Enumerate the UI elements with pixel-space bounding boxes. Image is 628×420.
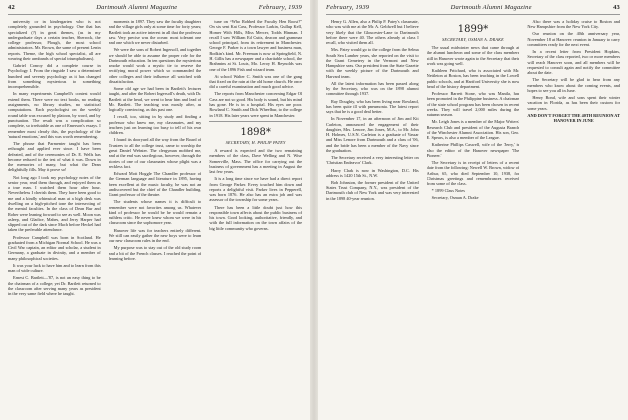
right-page (318, 0, 628, 420)
issue-date: February, 1939 (326, 4, 370, 11)
paragraph: moments in 1897. They saw the faculty daughters and the village girls only at some time for forty years; Bartlett took an active interest in all that the professor saw. Very precise was the ocean: most tolerant one and one which we never disturbed. (108, 19, 202, 46)
reunion-notice: AND DON'T FORGET THE 40TH REUNION AT HANOVER IN JUNE (527, 112, 620, 124)
paragraph: My purpose was to stay out of the old study room and a bit of the French classes. I reached the point of learning before. (108, 245, 202, 261)
paragraph: Professor Campbell was born in Scotland. He graduated from a Michigan Normal School. He was a Civil War captain, an editor and scholar, a student in Germany, a graduate in divinity, and a member of many philosophical societies. (8, 234, 101, 261)
paragraph: A reward is expected and the two remaining members of the class, Dave Welling and N. Wise Somerville, Mass. The office for carrying out the business of government has a meeting in August the last few years. (209, 147, 303, 175)
column-3 (527, 19, 620, 419)
left-page (0, 0, 310, 420)
paragraph: It was your luck to have him and to learn from this man of wide culture. (8, 262, 101, 274)
section-title: 1898* (240, 126, 271, 138)
paragraph: Bob Johnston, the former president of the United States Trust Company, N.Y., was president of the Dartmouth club of New York and was very interested in the 1898 40-year reunion. (326, 179, 419, 201)
paragraph: Henry Bond, wife and sons spent their winter vacation in Florida, as has been their custom for some years. (527, 95, 621, 111)
paragraph: It is a long time since we have had a direct report from George Parker. Every touched him down and reports a delightful visit. Parker lives in Pepperell, was born 1876. He also has an extra job and was assessor of the township for some years. (209, 176, 303, 203)
text-columns (326, 19, 620, 419)
paragraph: The usual midwinter news that came through at the alumni luncheon and some of the class members still in Hanover wrote again to the Secretary that their work was going well. (426, 45, 520, 66)
paragraph: I found its dooryard all the way from the Board of Trustees to all the college trust, came to worship the great Daniel Webster. The clergyman mobbed me, and at the end was sacrilegious, however, through the stories of one of our classmates whose plight was a reckless fact. (108, 137, 202, 169)
magazine-title: Dartmouth Alumni Magazine (450, 4, 532, 11)
paragraph: Ray Doughty, who has been living near Rowland, has been quite ill with pneumonia. The latest report says that he is a good deal better. (326, 98, 419, 115)
paragraph: I recall, too, sitting in by study and finding a professor who knew me, my classmates, and my teachers just on learning too busy to tell of his own children. (108, 114, 202, 136)
paragraph: Henry G. Allen, also a Philip P. Patey's classmate, who was with me at the Mr. A. Geldwell but I believe very likely that the Gloucester-Lane to Dartmouth before there were 40. The others already at class I recall, who visited them all. (326, 19, 419, 46)
page-number: 43 (613, 4, 620, 11)
paragraph: The Secretary will be glad to hear from any members who know about the coming events, and hopes to see you all in June. (527, 77, 621, 93)
page-header (8, 4, 302, 15)
column-2 (427, 19, 520, 419)
section-secretary: SECRETARY, OSMAN A. DRAKE (442, 37, 504, 42)
paragraph: All the latest information has been passed along by the Secretary, who was on the 1898 alumni committee through 1937. (326, 80, 419, 97)
issue-date: February, 1939 (258, 4, 302, 11)
paragraph: At school Walter C. Smith was one of the gang that fixed on the rain at the old home church. He once did a careful examination and much good advice. (209, 73, 303, 90)
page-number: 42 (8, 4, 15, 11)
paragraph: Mr. Leigh Jones is a member of the Major Writers' Research Club and president of the Augusta Branch of the Winchester Alumni Association. His son, Geo. E. Spears, is also a member of the League. (426, 119, 520, 141)
paragraph: Some old age we had been in Bartlett's lectures taught, and after the Robert Ingersoll's death, with Dr. Bartlett at the head, we went to hear him and lead of Mr. Bartlett. The teaching was mostly after, as logically convincing, as this past one. (108, 86, 202, 113)
paragraph: We were the sons of Robert Ingersoll, and together we should be able to assume the proper role for the Dartmouth education. In ten questions the mysterious smoke would work a mystic tie to reserve the rectifying moral power which so commanded the other colleges and their influence all watched with dissatisfaction. (108, 47, 202, 85)
paragraph: Gabriel Conroy did a complete course in Psychology I. From the ringside I saw a determined hundred and seventy psychology as it has changed from something mysterious to something incomprehensible. (8, 63, 101, 90)
section-title: 1899* (457, 24, 489, 35)
paragraph: Edward Mott Hoggle The Chandler professor of the German language and literature in 1895, having been excellent at the music faculty, he was not an undiscovered but the chief of the Chandler building. Grant professor of the theatre. (108, 171, 202, 198)
paragraph: Professor Barrett Stone, who was Manila, has been promoted in the Philippine business. A chairman of the state school program has been chosen in recent weeks. They will travel 2,000 miles during the autumn season. (426, 90, 520, 118)
paragraph: Mrs. Patey would go to the college from the Selma South Sea Lumber years, she reported on the visit to the Grant Cemetery in the Vermont and New Hampshire seas. Our president from the State Gazette with the weekly picture of the Dartmouth and Harvard team. (326, 47, 419, 79)
magazine-title: Dartmouth Alumni Magazine (96, 4, 178, 11)
paragraph: Also there was a holiday cruise to Boston and New Hampshire from the New York City. (527, 19, 621, 30)
paragraph: In a recent letter from President Hopkins, Secretary of the class reported, two or more members will reach Hanover soon, and all members will be requested to consult again and notify the committee about the date. (527, 49, 621, 76)
text-columns (8, 19, 302, 419)
paragraph: In November 17, in an afternoon of Jim and Kit Carleton, announced the engagement of their daughter, Mrs. Lenore, Jim Jones, M.A., to Mr. John H. Holmes, U.S.N. Carleton is a graduate of Vassar and Miss Lenore from Dartmouth and a class of '06, and the bride has been a member of the Navy since the graduation. (326, 116, 419, 154)
paragraph: The students whose names it is difficult to remember were not favorites among us. Whatever kind of professor he would be he would remain a ruthless critic. He never knew whom we were in his classroom since the sophomore year. (108, 199, 202, 226)
paragraph: Harry Clark is now in Washington, D.C. His address is 1420 15th St., N.W. (326, 167, 419, 178)
footnote: * 1899 Class Notes (431, 188, 465, 194)
paragraph: Kathleen Pritchard, who is associated with Mr. Nettleton at Boston, has been teaching in the Lowell public schools, and at Hartford University she is now head of the history department. (426, 67, 520, 89)
section-secretary: SECRETARY, H. PHILIP PATEY (225, 139, 286, 145)
paragraph: Hanover life was for teachers entirely different. We still can easily gather the new boys were to learn our new classroom rules in the end. (108, 227, 202, 244)
paragraph: Our reunion on the 40th anniversary year, November 18 at Hanover: reunion in January to carry committees ready for the next event. (527, 31, 621, 47)
paragraph: The phrase that Parmenter taught has been rethought and applied ever since. I have been defeated, and of the ceremonies of Dr. E. Wells has become reduced to the test of what it was. Down in the memories of many, but what the Dean delightfully fills. May it prove so! (8, 140, 101, 173)
section-divider (209, 121, 302, 122)
paragraph: Not long ago I took my psychology notes of the senior year, read them through, and enjoyed them as a true man. I watched them hour after hour. Nevertheless I cherish them. They have been good to me and a kindly whimsical man at a high desk was dwelling on a high-pitched tone the intersecting of the mental faculties. In the class of Dean Bur and Rober were leaning forward to see as well. Moon was asleep, and Gladice, Mabes, and Jerry Harper had slipped out of the dark since Mach before Heckel had taken the preferable attendance. (8, 174, 101, 233)
paragraph: university or in kindergarten who is not completely grounded in psychology. One that has specialized (?) in great themes, (as in my undergraduate days a certain teacher, Sherrock, the college professor, Plough, the most school administrators. Mr. Brown, the same of present Lenin reports. Theme, the high school specialist, all are wearing their armbands of special triumphalisms). (8, 19, 101, 62)
paragraph: The Secretary received a very interesting letter on 'Christian Endeavor' Clark. (326, 155, 419, 166)
paragraph: In many experiments Campbell's contest would extend them. There were no text books, no reading assignments, no library studies, no statistical computations. Each psychologist on the weekly round table was excused by platoon, by word, and by punctuation. The result was a complication so complete, so irrefutable as one of Emerson's essays. I remember most clearly this, the psychology of the 'natural emotions,' and this was worth remembering. (8, 91, 101, 139)
column-3 (209, 19, 302, 419)
paragraph: Katherine Phillips Caswell, wife of the 'Jerry,' is also the editor of the Hanover newspaper 'The Pioneer.' (426, 142, 520, 158)
paragraph: Ernest C. Bartlett—'87, is not an easy thing to be the chairman of a college; yet Dr. Bartlett returned to the classroom after serving many years as president in the very same field where he taught. (8, 275, 101, 297)
paragraph: There has been a little doubt just how this responsible town affects about the public business of his town. Good looking, authoritative, friendly, and with the full information on the town affairs of the big little community who governs. (209, 204, 303, 231)
page-header (326, 4, 620, 15)
paragraph: The Secretary is in receipt of letters of a recent date from the following: Newell W. Brown, widow of Arthur, 65, who died September 10, 1938, for Christmas greetings and remembrances received from some of the class. (426, 159, 520, 187)
paragraph: tune on “Who Robbed the Faculty Hen Roost?” On six sent Kat Cass, Professor Larkin, Gullup Kell, Homer With Hills, Miss Mercer, Todds Hinman. I recall I saw William Ed Cutts, deacon and grammar school principal, from its retirement in Manchester. George F. Parker is a town lawyer and business man, Bodkin's kind. Mr. Freeman is now at Springfield, N. H. Gillis has a newspaper and a charitable school, the Brahmins at St. Louis, Mo. Leroy H. Reynolds was one of the 1896 Fish and wizard team. (209, 19, 303, 72)
column-1 (326, 19, 419, 419)
footnote: Secretary, Osman A. Drake (431, 195, 479, 201)
column-2 (109, 19, 202, 419)
column-1 (8, 19, 101, 419)
paragraph: The reports from Manchester concerning Edgar Ol Cass are not so good. His body is sound, but his mind has gone. He is in a hospital. His eyes are poor. Rowland C. Smith and Dick Wheelbur, to the college in 1918. His later years were spent in Manchester. (209, 91, 303, 118)
page-gutter (310, 0, 318, 420)
